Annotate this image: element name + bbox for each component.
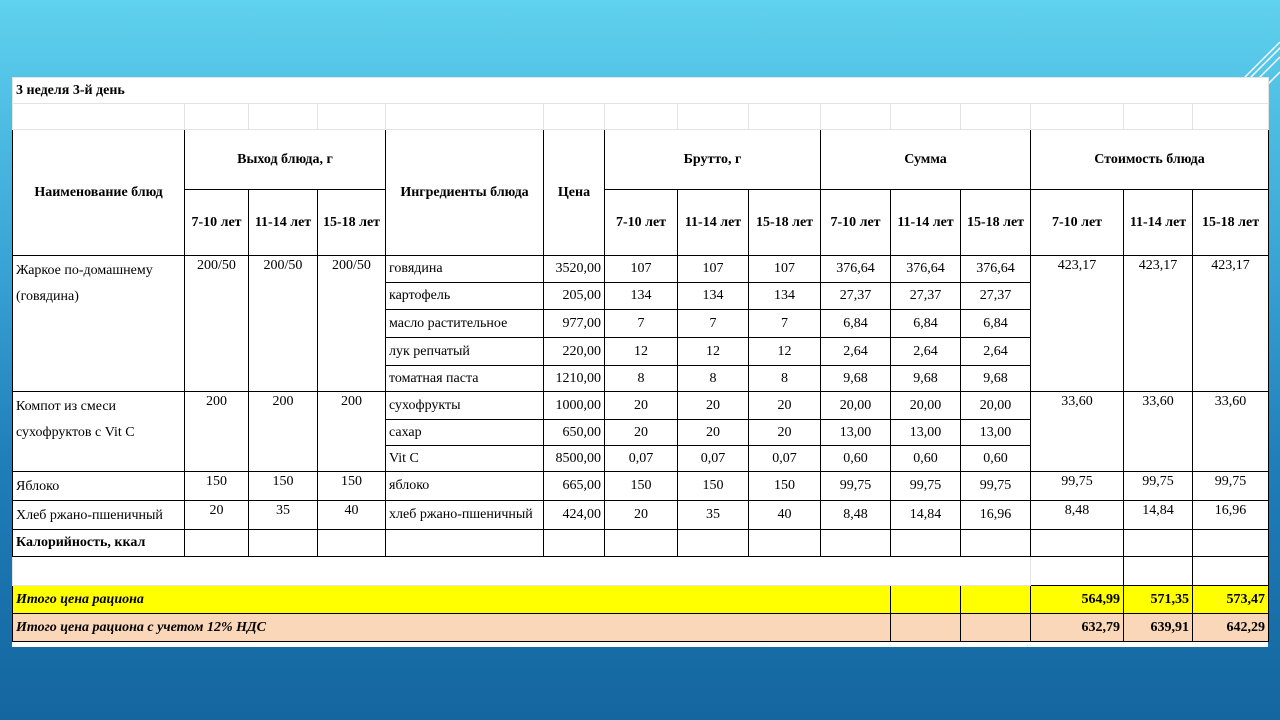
ingredient-sum: 0,60 bbox=[891, 446, 961, 472]
dish-output: 150 bbox=[249, 472, 318, 501]
dish-cost: 14,84 bbox=[1124, 501, 1193, 530]
ingredient-sum: 9,68 bbox=[961, 366, 1031, 392]
empty-cell bbox=[891, 104, 961, 130]
total-vat-row-label: Итого цена рациона с учетом 12% НДС bbox=[13, 614, 891, 642]
dish-cost: 99,75 bbox=[1193, 472, 1269, 501]
dish-cost: 33,60 bbox=[1193, 392, 1269, 472]
total-price-row bbox=[13, 586, 1269, 614]
ingredient-brutto: 0,07 bbox=[749, 446, 821, 472]
ingredient-brutto: 20 bbox=[605, 420, 678, 446]
ingredient-price: 665,00 bbox=[544, 472, 605, 501]
empty-cell bbox=[544, 530, 605, 557]
dish-cost: 8,48 bbox=[1031, 501, 1124, 530]
empty-cell bbox=[318, 104, 386, 130]
ingredient-price: 3520,00 bbox=[544, 256, 605, 283]
ingredient-brutto: 134 bbox=[749, 283, 821, 310]
dish-output: 150 bbox=[185, 472, 249, 501]
ingredient-price: 220,00 bbox=[544, 338, 605, 366]
empty-cell bbox=[1031, 557, 1124, 586]
ingredient-name: томатная паста bbox=[386, 366, 544, 392]
header-ingredients: Ингредиенты блюда bbox=[386, 130, 544, 256]
empty-cell bbox=[605, 530, 678, 557]
ingredient-sum: 20,00 bbox=[821, 392, 891, 420]
calories-row bbox=[13, 530, 1269, 557]
ingredient-name: сахар bbox=[386, 420, 544, 446]
header-row-ages bbox=[13, 190, 1269, 256]
ingredient-price: 424,00 bbox=[544, 501, 605, 530]
header-age-group: 7-10 лет bbox=[1031, 190, 1124, 256]
total-vat-row bbox=[13, 614, 1269, 642]
empty-cell bbox=[891, 614, 961, 642]
header-price: Цена bbox=[544, 130, 605, 256]
dish-output: 200/50 bbox=[318, 256, 386, 392]
ingredient-sum: 376,64 bbox=[961, 256, 1031, 283]
ingredient-name: масло растительное bbox=[386, 310, 544, 338]
dish-output: 200/50 bbox=[249, 256, 318, 392]
empty-cell bbox=[1031, 530, 1124, 557]
ingredient-brutto: 107 bbox=[749, 256, 821, 283]
dish-output: 200 bbox=[318, 392, 386, 472]
dish-name: Жаркое по-домашнему (говядина) bbox=[13, 256, 185, 392]
ingredient-sum: 9,68 bbox=[891, 366, 961, 392]
empty-cell bbox=[961, 614, 1031, 642]
ingredient-brutto: 20 bbox=[678, 392, 749, 420]
ingredient-sum: 2,64 bbox=[821, 338, 891, 366]
ingredient-name: говядина bbox=[386, 256, 544, 283]
ingredient-sum: 13,00 bbox=[891, 420, 961, 446]
header-brutto: Брутто, г bbox=[605, 130, 821, 190]
spacer-row bbox=[13, 557, 1269, 586]
ingredient-brutto: 107 bbox=[678, 256, 749, 283]
header-age-group: 11-14 лет bbox=[249, 190, 318, 256]
dish-cost: 99,75 bbox=[1031, 472, 1124, 501]
dish-output: 200 bbox=[185, 392, 249, 472]
dish-cost: 423,17 bbox=[1031, 256, 1124, 392]
ingredient-price: 650,00 bbox=[544, 420, 605, 446]
ingredient-brutto: 150 bbox=[605, 472, 678, 501]
dish-output: 150 bbox=[318, 472, 386, 501]
header-age-group: 15-18 лет bbox=[961, 190, 1031, 256]
ingredient-brutto: 40 bbox=[749, 501, 821, 530]
ingredient-brutto: 20 bbox=[605, 392, 678, 420]
dish-cost: 99,75 bbox=[1124, 472, 1193, 501]
ingredient-price: 1000,00 bbox=[544, 392, 605, 420]
header-age-group: 15-18 лет bbox=[1193, 190, 1269, 256]
ingredient-sum: 99,75 bbox=[821, 472, 891, 501]
ingredient-sum: 376,64 bbox=[891, 256, 961, 283]
dish-name: Компот из смеси сухофруктов с Vit C bbox=[13, 392, 185, 472]
dish-cost: 16,96 bbox=[1193, 501, 1269, 530]
ingredient-brutto: 0,07 bbox=[678, 446, 749, 472]
empty-cell bbox=[386, 104, 544, 130]
header-age-group: 7-10 лет bbox=[821, 190, 891, 256]
ingredient-sum: 6,84 bbox=[821, 310, 891, 338]
total-vat-row-value: 639,91 bbox=[1124, 614, 1193, 642]
ingredient-sum: 20,00 bbox=[961, 392, 1031, 420]
ingredient-sum: 376,64 bbox=[821, 256, 891, 283]
dish-name: Хлеб ржано-пшеничный bbox=[13, 501, 185, 530]
ingredient-brutto: 12 bbox=[678, 338, 749, 366]
ingredient-row bbox=[13, 472, 1269, 501]
header-dish-name: Наименование блюд bbox=[13, 130, 185, 256]
ingredient-sum: 6,84 bbox=[891, 310, 961, 338]
empty-cell bbox=[185, 104, 249, 130]
total-price-row-value: 573,47 bbox=[1193, 586, 1269, 614]
empty-cell bbox=[605, 104, 678, 130]
empty-cell bbox=[1124, 104, 1193, 130]
ingredient-brutto: 8 bbox=[678, 366, 749, 392]
menu-cost-table bbox=[12, 77, 1269, 642]
header-age-group: 15-18 лет bbox=[318, 190, 386, 256]
ingredient-sum: 20,00 bbox=[891, 392, 961, 420]
dish-cost: 423,17 bbox=[1124, 256, 1193, 392]
header-age-group: 15-18 лет bbox=[749, 190, 821, 256]
ingredient-sum: 0,60 bbox=[821, 446, 891, 472]
ingredient-name: лук репчатый bbox=[386, 338, 544, 366]
ingredient-sum: 14,84 bbox=[891, 501, 961, 530]
ingredient-sum: 6,84 bbox=[961, 310, 1031, 338]
dish-output: 35 bbox=[249, 501, 318, 530]
ingredient-brutto: 12 bbox=[749, 338, 821, 366]
ingredient-brutto: 7 bbox=[678, 310, 749, 338]
header-sum: Сумма bbox=[821, 130, 1031, 190]
ingredient-brutto: 150 bbox=[678, 472, 749, 501]
empty-cell bbox=[961, 530, 1031, 557]
ingredient-sum: 27,37 bbox=[891, 283, 961, 310]
empty-cell bbox=[1193, 557, 1269, 586]
ingredient-sum: 13,00 bbox=[821, 420, 891, 446]
spreadsheet-image bbox=[12, 77, 1268, 647]
ingredient-row bbox=[13, 392, 1269, 420]
empty-cell bbox=[185, 530, 249, 557]
ingredient-price: 977,00 bbox=[544, 310, 605, 338]
ingredient-brutto: 7 bbox=[749, 310, 821, 338]
dish-cost: 33,60 bbox=[1124, 392, 1193, 472]
empty-cell bbox=[749, 104, 821, 130]
header-age-group: 7-10 лет bbox=[185, 190, 249, 256]
empty-cell bbox=[821, 530, 891, 557]
ingredient-brutto: 150 bbox=[749, 472, 821, 501]
empty-cell bbox=[891, 586, 961, 614]
ingredient-brutto: 7 bbox=[605, 310, 678, 338]
ingredient-row bbox=[13, 501, 1269, 530]
empty-cell bbox=[1193, 530, 1269, 557]
dish-output: 40 bbox=[318, 501, 386, 530]
ingredient-name: сухофрукты bbox=[386, 392, 544, 420]
ingredient-sum: 2,64 bbox=[891, 338, 961, 366]
empty-cell bbox=[961, 104, 1031, 130]
header-age-group: 11-14 лет bbox=[891, 190, 961, 256]
ingredient-brutto: 35 bbox=[678, 501, 749, 530]
dish-cost: 423,17 bbox=[1193, 256, 1269, 392]
empty-cell bbox=[1124, 557, 1193, 586]
ingredient-name: яблоко bbox=[386, 472, 544, 501]
empty-cell bbox=[249, 530, 318, 557]
blank-row bbox=[13, 104, 1269, 130]
dish-output: 200/50 bbox=[185, 256, 249, 392]
ingredient-sum: 13,00 bbox=[961, 420, 1031, 446]
header-age-group: 11-14 лет bbox=[678, 190, 749, 256]
ingredient-sum: 0,60 bbox=[961, 446, 1031, 472]
header-age-group: 11-14 лет bbox=[1124, 190, 1193, 256]
empty-cell bbox=[544, 104, 605, 130]
ingredient-brutto: 0,07 bbox=[605, 446, 678, 472]
ingredient-sum: 16,96 bbox=[961, 501, 1031, 530]
calories-label: Калорийность, ккал bbox=[13, 530, 185, 557]
empty-cell bbox=[13, 557, 1031, 586]
ingredient-row bbox=[13, 256, 1269, 283]
ingredient-name: картофель bbox=[386, 283, 544, 310]
title-row bbox=[13, 78, 1269, 104]
ingredient-brutto: 20 bbox=[605, 501, 678, 530]
total-vat-row-value: 632,79 bbox=[1031, 614, 1124, 642]
ingredient-sum: 9,68 bbox=[821, 366, 891, 392]
empty-cell bbox=[1124, 530, 1193, 557]
sheet-title: 3 неделя 3-й день bbox=[13, 78, 1269, 104]
ingredient-price: 8500,00 bbox=[544, 446, 605, 472]
header-row-groups bbox=[13, 130, 1269, 190]
ingredient-sum: 27,37 bbox=[821, 283, 891, 310]
total-vat-row-value: 642,29 bbox=[1193, 614, 1269, 642]
empty-cell bbox=[891, 530, 961, 557]
ingredient-sum: 99,75 bbox=[891, 472, 961, 501]
ingredient-brutto: 134 bbox=[605, 283, 678, 310]
empty-cell bbox=[678, 530, 749, 557]
ingredient-price: 1210,00 bbox=[544, 366, 605, 392]
ingredient-sum: 99,75 bbox=[961, 472, 1031, 501]
ingredient-sum: 27,37 bbox=[961, 283, 1031, 310]
ingredient-sum: 2,64 bbox=[961, 338, 1031, 366]
dish-output: 200 bbox=[249, 392, 318, 472]
total-price-row-label: Итого цена рациона bbox=[13, 586, 891, 614]
ingredient-sum: 8,48 bbox=[821, 501, 891, 530]
empty-cell bbox=[749, 530, 821, 557]
header-output: Выход блюда, г bbox=[185, 130, 386, 190]
ingredient-brutto: 107 bbox=[605, 256, 678, 283]
empty-cell bbox=[386, 530, 544, 557]
dish-cost: 33,60 bbox=[1031, 392, 1124, 472]
ingredient-brutto: 12 bbox=[605, 338, 678, 366]
ingredient-brutto: 8 bbox=[749, 366, 821, 392]
empty-cell bbox=[821, 104, 891, 130]
ingredient-brutto: 20 bbox=[749, 420, 821, 446]
ingredient-name: хлеб ржано-пшеничный bbox=[386, 501, 544, 530]
ingredient-price: 205,00 bbox=[544, 283, 605, 310]
dish-output: 20 bbox=[185, 501, 249, 530]
empty-cell bbox=[249, 104, 318, 130]
empty-cell bbox=[318, 530, 386, 557]
empty-cell bbox=[1031, 104, 1124, 130]
empty-cell bbox=[961, 586, 1031, 614]
ingredient-brutto: 20 bbox=[749, 392, 821, 420]
header-age-group: 7-10 лет bbox=[605, 190, 678, 256]
total-price-row-value: 571,35 bbox=[1124, 586, 1193, 614]
ingredient-brutto: 8 bbox=[605, 366, 678, 392]
dish-name: Яблоко bbox=[13, 472, 185, 501]
empty-cell bbox=[678, 104, 749, 130]
ingredient-brutto: 134 bbox=[678, 283, 749, 310]
empty-cell bbox=[13, 104, 185, 130]
ingredient-brutto: 20 bbox=[678, 420, 749, 446]
header-dish-cost: Стоимость блюда bbox=[1031, 130, 1269, 190]
empty-cell bbox=[1193, 104, 1269, 130]
ingredient-name: Vit C bbox=[386, 446, 544, 472]
total-price-row-value: 564,99 bbox=[1031, 586, 1124, 614]
